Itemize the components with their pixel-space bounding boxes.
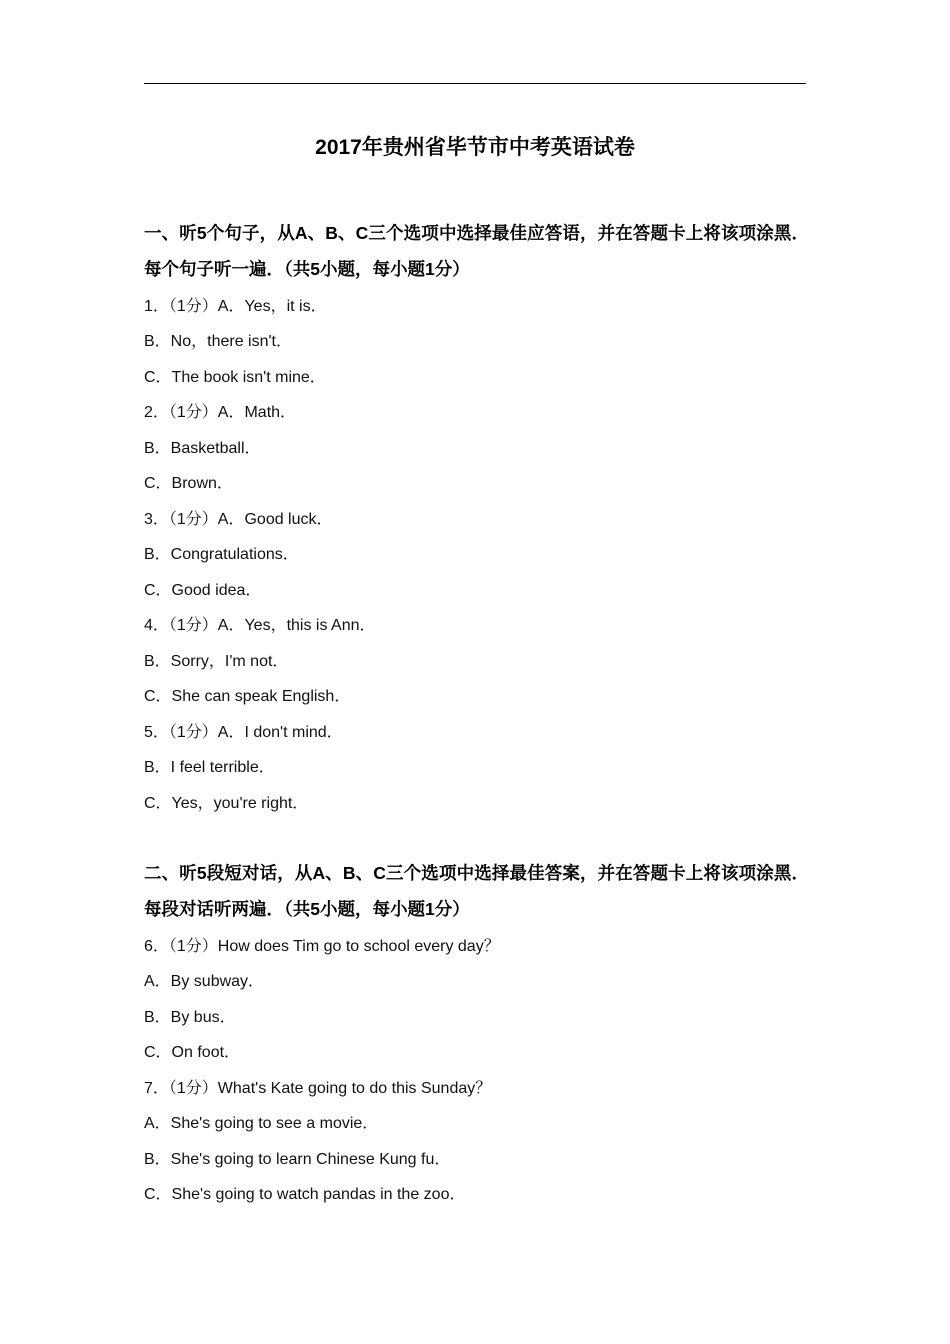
option-4c: C．She can speak English． [144, 688, 351, 705]
question-4: 4．（1分）A．Yes，this is Ann． [144, 617, 376, 634]
option-3c: C．Good idea． [144, 582, 262, 599]
option-2c: C．Brown． [144, 475, 233, 492]
option-6c: C．On foot． [144, 1044, 241, 1061]
page-title: 2017年贵州省毕节市中考英语试卷 [315, 136, 635, 159]
question-6: 6．（1分）How does Tim go to school every day？ [144, 938, 500, 955]
question-5: 5．（1分）A．I don't mind． [144, 724, 343, 741]
option-3b: B．Congratulations． [144, 546, 299, 563]
option-1b: B．No，there isn't． [144, 333, 292, 350]
option-2b: B．Basketball． [144, 440, 261, 457]
option-5c: C．Yes，you're right． [144, 795, 309, 812]
question-2: 2．（1分）A．Math． [144, 404, 297, 421]
header-rule [144, 83, 806, 84]
option-7b: B．She's going to learn Chinese Kung fu． [144, 1151, 451, 1168]
section-1-heading: 一、听5个句子，从A、B、C三个选项中选择最佳应答语，并在答题卡上将该项涂黑．每个句子听一遍．（共5小题，每小题1分） [144, 223, 809, 279]
section-2-heading: 二、听5段短对话，从A、B、C三个选项中选择最佳答案，并在答题卡上将该项涂黑．每段对话听两遍．（共5小题，每小题1分） [144, 863, 809, 919]
option-6a: A．By subway． [144, 973, 265, 990]
option-1c: C．The book isn't mine． [144, 369, 326, 386]
question-1: 1．（1分）A．Yes，it is． [144, 298, 327, 315]
option-7a: A．She's going to see a movie． [144, 1115, 379, 1132]
option-4b: B．Sorry，I'm not． [144, 653, 289, 670]
option-5b: B．I feel terrible． [144, 759, 275, 776]
option-6b: B．By bus． [144, 1009, 236, 1026]
question-7: 7．（1分）What's Kate going to do this Sunday？ [144, 1080, 492, 1097]
question-3: 3．（1分）A．Good luck． [144, 511, 333, 528]
option-7c: C．She's going to watch pandas in the zoo． [144, 1186, 466, 1203]
